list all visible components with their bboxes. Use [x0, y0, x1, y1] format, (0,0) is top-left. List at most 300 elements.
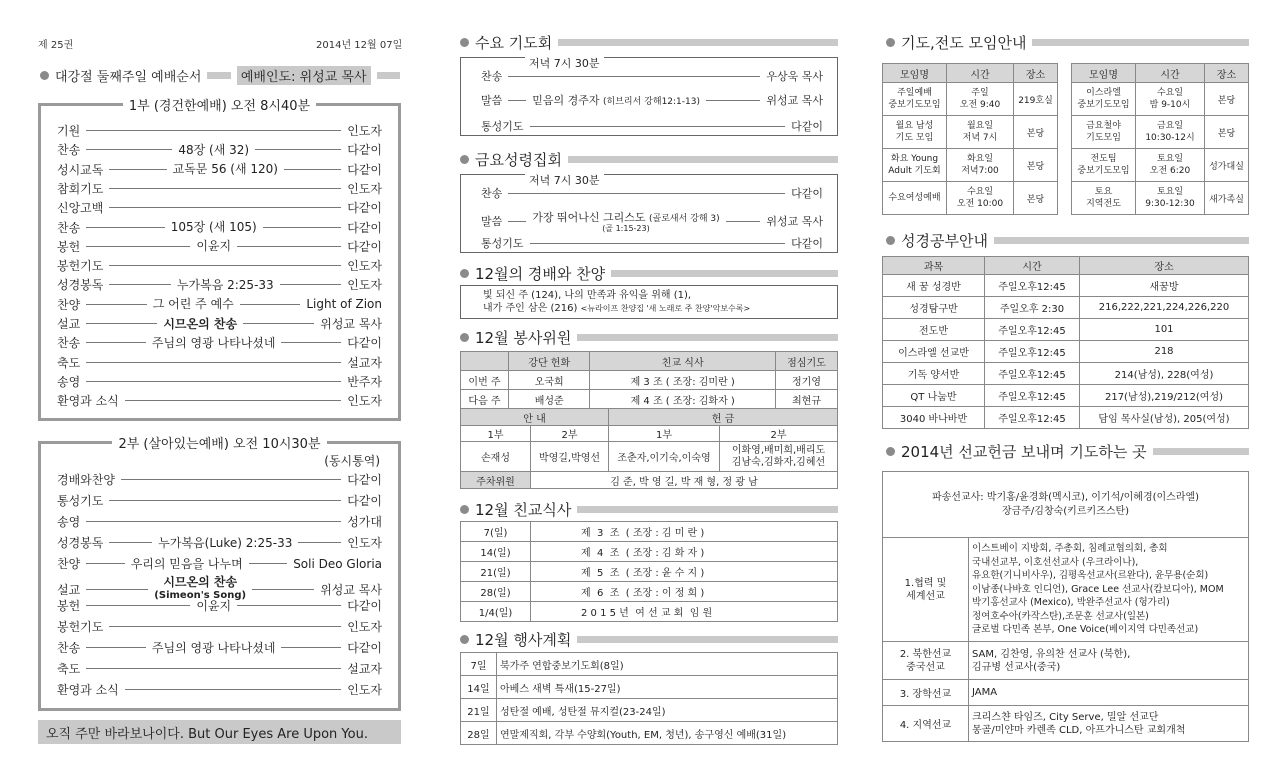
item-person: 인도자	[347, 181, 382, 196]
category-2b: 중국선교	[906, 661, 945, 673]
item-person: 위성교 목사	[320, 582, 382, 597]
class-place: 새꿈방	[1080, 275, 1249, 297]
praise-line2: 내가 주인 삼은 (216)	[483, 303, 578, 314]
item-person: 다같이	[347, 220, 382, 235]
item-name: 기원	[57, 124, 81, 138]
item-detail: 그 어린 주 예수	[152, 297, 234, 312]
class-place: 담임 목사실(남성), 205(여성)	[1080, 407, 1249, 429]
item-detail: 시므온의 찬송	[163, 316, 238, 331]
event-date: 21일	[461, 699, 497, 722]
event-desc: 북가주 연합중보기도회(8일)	[497, 653, 838, 676]
meeting-place: 본당	[1014, 182, 1058, 215]
first-service-box	[38, 99, 401, 421]
meeting-day: 금요일	[1156, 121, 1184, 131]
meeting-time: 오전 9:40	[959, 100, 1001, 110]
item-name: 통성기도	[481, 120, 524, 133]
bullet-icon	[460, 635, 469, 644]
meeting-name: 전도팀	[1090, 154, 1117, 164]
usher-offering-table	[460, 408, 838, 489]
col-header: 모임명	[883, 64, 947, 83]
category-3: 3. 장학선교	[883, 680, 969, 706]
item-name: 찬송	[57, 641, 81, 655]
list-item	[57, 141, 382, 158]
list-item	[57, 122, 382, 139]
parking-label: 주차위원	[461, 472, 531, 489]
worship-leader: 예배인도: 위성교 목사	[237, 66, 371, 85]
offering-col: 헌 금	[609, 409, 838, 426]
service-col-meal: 친교 식사	[590, 352, 776, 371]
item-person: 다같이	[347, 473, 382, 487]
meeting-name: 주일예배	[897, 88, 932, 98]
service-col-altar: 강단 헌화	[509, 352, 590, 371]
list-item	[57, 555, 382, 572]
category-4: 4. 지역선교	[883, 706, 969, 742]
service-meal: 제 4 조 ( 조장: 김화자 )	[590, 390, 776, 409]
service-week: 다음 주	[461, 390, 509, 409]
item-name: 축도	[57, 662, 81, 676]
category-1: 1.협력 및	[904, 577, 947, 589]
service-week: 이번 주	[461, 371, 509, 390]
item-person: 다같이	[347, 143, 382, 158]
meal-group: 제 3 조 ( 조장 : 김 미 란 )	[531, 522, 838, 542]
item-detail: 교독문 56 (새 120)	[172, 162, 278, 177]
wed-prayer-title: 수요 기도회	[475, 34, 553, 52]
list-item	[57, 180, 382, 197]
category-2: 2. 북한선교	[899, 648, 952, 660]
item-detail: 주님의 영광 나타나셨네	[151, 335, 276, 350]
list-item	[57, 534, 382, 551]
mission-heading	[886, 441, 1249, 462]
class-time: 주일오후12:45	[985, 341, 1080, 363]
prayer-meeting-heading	[886, 32, 1249, 53]
list-item	[57, 354, 382, 371]
list-item	[481, 68, 823, 84]
praise-title: 12월의 경배와 찬양	[475, 265, 606, 283]
list-item	[57, 639, 382, 656]
item-name: 찬송	[57, 220, 81, 235]
class-time: 주일오후12:45	[985, 275, 1080, 297]
praise-line1: 빛 되신 주 (124), 나의 만족과 유익을 위해 (1),	[483, 290, 692, 301]
usher-2: 박영길,박영선	[531, 442, 609, 472]
item-detail: 48장 (새 32)	[178, 142, 250, 157]
item-name: 환영과 소식	[57, 394, 119, 409]
item-name: 설교	[57, 582, 81, 597]
fri-meeting-heading	[460, 149, 838, 170]
list-item	[57, 219, 382, 236]
meeting-day: 토요일	[1156, 187, 1184, 197]
item-person: 다같이	[347, 599, 382, 613]
item-detail: 가장 뛰어나신 그리스도 (골로새서 강해 3) (골 1:15-23)	[532, 211, 720, 233]
table-row	[1072, 83, 1249, 116]
usher-1: 손재성	[461, 442, 531, 472]
item-person: 인도자	[347, 259, 382, 274]
meeting-name: 수요여성예배	[888, 193, 941, 203]
item-detail: 누가복음(Luke) 2:25-33	[158, 535, 293, 550]
item-person: 우상욱 목사	[766, 70, 823, 83]
table-row	[883, 341, 1249, 363]
item-name: 말씀	[481, 94, 503, 107]
list-item	[57, 296, 382, 313]
meeting-place: 새가족실	[1205, 182, 1249, 215]
item-name: 송영	[57, 515, 81, 529]
item-person: 다같이	[347, 239, 382, 254]
item-person: Light of Zion	[306, 297, 382, 312]
list-item	[57, 618, 382, 635]
list-item	[57, 681, 382, 698]
praise-songbook: <뉴라이프 찬양집 '새 노래로 주 찬양'악보수록>	[580, 304, 751, 313]
col-header: 장소	[1014, 64, 1058, 83]
class-time: 주일오후12:45	[985, 385, 1080, 407]
mission-line: 크리스챤 타임즈, City Serve, 밀알 선교단	[972, 711, 1159, 723]
table-row	[461, 602, 838, 622]
item-detail: 105장 (새 105)	[170, 220, 257, 234]
meal-date: 14(일)	[461, 542, 531, 562]
table-row	[461, 699, 838, 722]
parking-names: 김 준, 박 영 길, 박 재 형, 정 광 남	[531, 472, 838, 489]
meeting-place: 본당	[1014, 149, 1058, 182]
item-name: 찬송	[57, 336, 81, 351]
item-person: 위성교 목사	[766, 215, 823, 228]
meal-group: 제 6 조 ( 조장 : 이 정 희 )	[531, 582, 838, 602]
meeting-time: 9:30-12:30	[1145, 199, 1195, 209]
wed-prayer-box	[460, 57, 838, 136]
service-altar: 배성준	[509, 390, 590, 409]
item-name: 봉헌기도	[57, 259, 104, 274]
dispatch-line1: 파송선교사: 박기홍/윤경화(멕시코), 이기석/이혜경(이스라엘)	[931, 491, 1200, 503]
list-item	[57, 238, 382, 255]
meal-date: 28(일)	[461, 582, 531, 602]
table-row	[883, 385, 1249, 407]
list-item	[57, 513, 382, 530]
table-row	[461, 390, 838, 409]
category-3-line: JAMA	[969, 680, 1249, 706]
event-desc: 성탄절 예배, 성탄절 뮤지컬(23-24일)	[497, 699, 838, 722]
bible-study-heading	[886, 230, 1249, 251]
volume-label: 제 25권	[38, 40, 74, 51]
item-detail: 믿음의 경주자 (히브리서 강해12:1-13)	[532, 94, 700, 107]
item-person: 인도자	[347, 620, 382, 634]
praise-box	[460, 285, 838, 319]
usher-col: 안 내	[461, 409, 609, 426]
meeting-time: 저녁7:00	[961, 166, 999, 176]
table-row	[1072, 149, 1249, 182]
mission-line: SAM, 김찬영, 유의찬 선교사 (북한),	[972, 648, 1131, 660]
item-name: 축도	[57, 355, 81, 370]
item-person: 다같이	[347, 641, 382, 655]
list-item	[57, 660, 382, 677]
dispatch-line2: 장금주/김창숙(키르키즈스탄)	[1001, 505, 1130, 517]
meal-date: 1/4(일)	[461, 602, 531, 622]
item-name: 환영과 소식	[57, 683, 119, 697]
list-item	[57, 597, 382, 614]
item-detail: 주님의 영광 나타나셨네	[151, 640, 276, 655]
table-row	[461, 722, 838, 745]
meeting-name-2: 기도모임	[1086, 133, 1121, 143]
item-name: 봉헌기도	[57, 620, 104, 634]
item-name: 성시교독	[57, 162, 104, 177]
meal-date: 7(일)	[461, 522, 531, 542]
wed-prayer-heading	[460, 32, 838, 53]
class-place: 217(남성),219/212(여성)	[1080, 385, 1249, 407]
item-name: 말씀	[481, 215, 503, 228]
item-detail: 이윤지	[196, 598, 232, 613]
table-row	[883, 116, 1058, 149]
item-name: 경배와찬양	[57, 473, 115, 487]
first-service-title: 1부 (경건한예배) 오전 8시40분	[123, 99, 316, 114]
class-name: 전도반	[883, 319, 985, 341]
table-row	[461, 562, 838, 582]
class-name: 이스라엘 선교반	[883, 341, 985, 363]
offering-1: 조춘자,이기숙,이숙영	[609, 442, 720, 472]
table-row	[461, 371, 838, 390]
meeting-place: 219호실	[1014, 83, 1058, 116]
service-altar: 오국희	[509, 371, 590, 390]
list-item	[481, 209, 823, 233]
col-header: 장소	[1205, 64, 1249, 83]
meal-group: 2 0 1 5 년 여 선 교 회 임 원	[531, 602, 838, 622]
class-name: 3040 바나바반	[883, 407, 985, 429]
item-detail: 우리의 믿음을 나누며	[130, 556, 243, 571]
class-name: 기독 양서반	[883, 363, 985, 385]
item-name: 찬양	[57, 557, 81, 571]
item-person: 설교자	[347, 355, 382, 370]
item-name: 설교	[57, 317, 81, 331]
meal-table	[460, 521, 838, 622]
class-place: 101	[1080, 319, 1249, 341]
meeting-day: 수요일	[1156, 88, 1184, 98]
mission-line: 이스트베이 지방회, 주총회, 침례교협의회, 총회	[972, 543, 1168, 555]
class-time: 주일오후 2:30	[985, 297, 1080, 319]
table-row	[883, 149, 1058, 182]
meeting-place: 본당	[1014, 116, 1058, 149]
event-date: 7일	[461, 653, 497, 676]
item-person: 인도자	[347, 394, 382, 409]
table-row	[883, 642, 1249, 680]
table-row	[883, 182, 1058, 215]
item-person: 다같이	[347, 201, 382, 216]
table-row	[461, 676, 838, 699]
service-col-prayer: 점심기도	[776, 352, 838, 371]
mission-line: 이남종(나바호 인디언), Grace Lee 선교사(캄보디아), MOM	[972, 583, 1224, 595]
meeting-time: 오전 10:00	[956, 199, 1004, 209]
meeting-place: 성가대실	[1205, 149, 1249, 182]
class-name: QT 나눔반	[883, 385, 985, 407]
table-row	[883, 680, 1249, 706]
item-person: 인도자	[347, 124, 382, 138]
item-person: 다같이	[347, 162, 383, 177]
table-row	[883, 319, 1249, 341]
interpretation-note: (동시통역)	[324, 454, 380, 468]
item-name: 찬송	[481, 187, 503, 200]
item-person: 인도자	[347, 278, 383, 293]
bullet-icon	[40, 71, 49, 80]
item-name: 신앙고백	[57, 201, 104, 216]
prayer-table-right	[1071, 63, 1249, 215]
meeting-name-2: 중보기도모임	[1077, 100, 1130, 110]
class-place: 218	[1080, 341, 1249, 363]
item-person: 인도자	[347, 536, 383, 550]
bullet-icon	[460, 155, 469, 164]
item-name: 통성기도	[57, 494, 104, 508]
sub-col-2: 2부	[531, 426, 609, 442]
item-name: 성경봉독	[57, 536, 104, 550]
meal-group: 제 4 조 ( 조장 : 김 화 자 )	[531, 542, 838, 562]
meeting-name: 토요	[1094, 187, 1113, 197]
meal-heading	[460, 499, 838, 520]
meeting-name-2: 중보기도모임	[1077, 166, 1130, 176]
table-row	[883, 472, 1249, 538]
service-meal: 제 3 조 ( 조장: 김미란 )	[590, 371, 776, 390]
prayer-meeting-title: 기도,전도 모임안내	[901, 34, 1027, 52]
meeting-day: 월요일	[966, 121, 994, 131]
category-1b: 세계선교	[906, 590, 945, 602]
fri-meeting-box	[460, 174, 838, 253]
item-person: 다같이	[791, 120, 823, 133]
events-table	[460, 652, 838, 745]
meeting-name: 이스라엘	[1086, 88, 1121, 98]
item-detail: 누가복음 2:25-33	[176, 277, 274, 292]
bible-study-table	[882, 256, 1249, 429]
table-row	[1072, 116, 1249, 149]
mission-line: 김규병 선교사(중국)	[972, 661, 1061, 673]
meeting-name: 금요철야	[1086, 121, 1121, 131]
meeting-name-2: Adult 기도회	[888, 166, 941, 176]
event-desc: 연말제직회, 각부 수양회(Youth, EM, 청년), 송구영신 예배(31일)	[497, 722, 838, 745]
event-date: 14일	[461, 676, 497, 699]
item-person: Soli Deo Gloria	[293, 556, 383, 571]
meal-date: 21(일)	[461, 562, 531, 582]
item-person: 위성교 목사	[766, 94, 823, 107]
list-item	[57, 334, 382, 351]
item-person: 성가대	[347, 515, 382, 529]
service-table	[460, 351, 838, 409]
table-row	[461, 582, 838, 602]
list-item	[57, 392, 382, 409]
sub-col-1: 1부	[461, 426, 531, 442]
mission-line: 몽골/미얀마 카렌족 CLD, 아프가니스탄 교회개척	[972, 724, 1186, 736]
table-row	[883, 538, 1249, 642]
praise-heading	[460, 263, 838, 284]
table-row	[461, 472, 838, 489]
mission-line: 유요한(기니비사우), 김평옥선교사(르완다), 윤무용(순회)	[972, 570, 1209, 582]
mission-line: 글로벌 다민족 본부, One Voice(베이지역 다민족선교)	[972, 624, 1199, 636]
date-label: 2014년 12월 07일	[316, 40, 403, 51]
events-heading	[460, 629, 838, 650]
item-name: 찬양	[57, 297, 81, 312]
class-time: 주일오후12:45	[985, 407, 1080, 429]
col-header: 모임명	[1072, 64, 1136, 83]
second-service-title: 2부 (살아있는예배) 오전 10시30분	[112, 437, 326, 452]
item-name: 봉헌	[57, 239, 81, 254]
list-item	[481, 235, 823, 251]
meeting-time: 10:30-12시	[1145, 133, 1195, 143]
list-item	[481, 92, 823, 108]
class-time: 주일오후12:45	[985, 319, 1080, 341]
mission-title: 2014년 선교헌금 보내며 기도하는 곳	[901, 443, 1147, 461]
item-detail: 이윤지	[196, 239, 232, 254]
bible-study-title: 성경공부안내	[901, 232, 988, 250]
table-row	[883, 297, 1249, 319]
offering-2a: 이화영,배미희,배리도	[731, 444, 826, 456]
table-row	[883, 363, 1249, 385]
meeting-time: 오전 6:20	[1149, 166, 1191, 176]
meeting-day: 화요일	[966, 154, 994, 164]
class-place: 216,222,221,224,226,220	[1080, 297, 1249, 319]
list-item	[57, 492, 382, 509]
item-name: 찬송	[481, 70, 503, 83]
bullet-icon	[460, 505, 469, 514]
class-place: 214(남성), 228(여성)	[1080, 363, 1249, 385]
item-name: 참회기도	[57, 181, 104, 196]
worship-order-heading	[40, 66, 400, 85]
table-row	[461, 522, 838, 542]
col-header: 시간	[1136, 64, 1205, 83]
mission-line: 국내선교부, 이호선선교사 (우크라이나),	[972, 556, 1139, 568]
item-person: 다같이	[347, 494, 382, 508]
col-header: 시간	[985, 257, 1080, 275]
meeting-name-2: 기도 모임	[895, 133, 934, 143]
col-header: 장소	[1080, 257, 1249, 275]
item-person: 다같이	[791, 237, 823, 250]
list-item	[57, 315, 382, 332]
meeting-name: 화요 Young	[890, 154, 939, 164]
item-name: 통성기도	[481, 237, 524, 250]
item-person: 다같이	[791, 187, 823, 200]
meal-title: 12월 친교식사	[475, 501, 572, 519]
meal-group: 제 5 조 ( 조장 : 윤 수 지 )	[531, 562, 838, 582]
service-prayer: 최현규	[776, 390, 838, 409]
item-person: 반주자	[347, 374, 382, 389]
fri-meeting-title: 금요성령집회	[475, 151, 562, 169]
service-prayer: 정기영	[776, 371, 838, 390]
meeting-place: 본당	[1205, 116, 1249, 149]
fri-time: 저녁 7시 30분	[525, 172, 604, 188]
item-name: 찬송	[57, 143, 81, 158]
worship-order-title: 대강절 둘째주일 예배순서	[55, 70, 202, 85]
table-row	[883, 83, 1058, 116]
col-header: 시간	[947, 64, 1014, 83]
bullet-icon	[460, 38, 469, 47]
item-detail: 시므온의 찬송 (Simeon's Song)	[154, 575, 247, 601]
table-row	[883, 407, 1249, 429]
bullet-icon	[886, 236, 895, 245]
second-service-box	[38, 437, 401, 711]
meeting-day: 토요일	[1156, 154, 1184, 164]
sub-col-3: 1부	[609, 426, 720, 442]
table-row	[1072, 182, 1249, 215]
mission-line: 박기홍선교사 (Mexico), 박완주선교사 (헝가리)	[972, 597, 1170, 609]
col-header: 과목	[883, 257, 985, 275]
bullet-icon	[460, 269, 469, 278]
footer-motto: 오직 주만 바라보나이다. But Our Eyes Are Upon You.	[38, 720, 401, 744]
list-item	[57, 199, 382, 216]
wed-time: 저녁 7시 30분	[525, 55, 604, 71]
service-title: 12월 봉사위원	[475, 329, 572, 347]
item-name: 봉헌	[57, 599, 81, 613]
list-item	[481, 118, 823, 134]
class-name: 새 꿈 성경반	[883, 275, 985, 297]
sub-col-4: 2부	[720, 426, 838, 442]
item-person: 다같이	[347, 336, 382, 351]
meeting-name-2: 지역전도	[1086, 199, 1121, 209]
list-item	[57, 276, 382, 293]
service-heading	[460, 327, 838, 348]
meeting-day: 주일	[971, 88, 989, 98]
meeting-time: 저녁 7시	[962, 133, 998, 143]
table-row	[883, 706, 1249, 742]
event-desc: 아베스 새벽 특새(15-27일)	[497, 676, 838, 699]
meeting-time: 밤 9-10시	[1149, 100, 1191, 110]
